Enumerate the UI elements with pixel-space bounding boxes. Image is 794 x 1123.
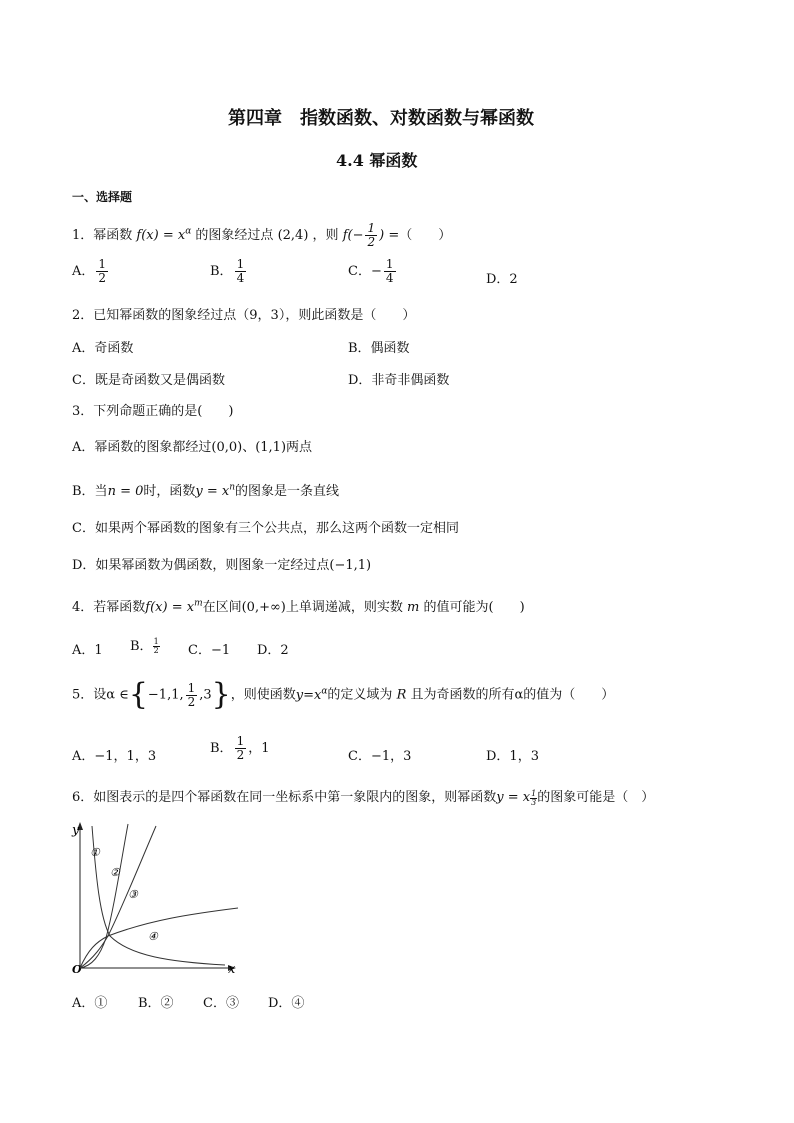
question-3: 3．下列命题正确的是( ) xyxy=(72,404,234,419)
x-axis-label: x xyxy=(228,962,236,977)
power-function-graph xyxy=(70,818,250,978)
q1-eval: f(− $\frac{1}{2}$ ) xyxy=(342,221,385,249)
question-6: 6．如图表示的是四个幂函数在同一坐标系中第一象限内的图象，则幂函数y = x $^{\frac{1}{3}}$ 的图象可能是（ ） xyxy=(72,788,655,807)
q4-option-a[interactable]: A．1 xyxy=(72,643,103,658)
q2-option-a[interactable]: A．奇函数 xyxy=(72,341,134,356)
section-label: 一、选择题 xyxy=(72,190,133,204)
question-2: 2．已知幂函数的图象经过点（9，3），则此函数是（ ） xyxy=(72,308,416,323)
y-axis-label: y xyxy=(72,823,80,838)
q4-frac-b: $\frac{1}{2}$ xyxy=(153,637,159,655)
q1-point: (2,4) xyxy=(277,228,309,243)
q5-option-a[interactable]: A．−1，1，3 xyxy=(72,749,157,764)
curve-label-3: ③ xyxy=(128,888,138,901)
q4-option-b[interactable]: B． $\frac{1}{2}$ xyxy=(130,637,159,655)
question-4: 4．若幂函数$f(x) = x^m$在区间(0,+∞)上单调递减，则实数 m 的值可能为( ) xyxy=(72,598,525,615)
q1-tail: =（ ） xyxy=(388,228,452,243)
q1-option-d[interactable]: D．2 xyxy=(486,272,518,287)
chapter-title: 第四章 指数函数、对数函数与幂函数 xyxy=(228,108,534,129)
q3-option-b[interactable]: B．当n = 0时，函数$y = x^n$的图象是一条直线 xyxy=(72,482,340,499)
q1-option-a[interactable]: A． $\frac{1}{2}$ xyxy=(72,257,107,285)
q1-function: $f(x) = x^\alpha$ xyxy=(136,226,192,243)
section-title: 4.4 幂函数 xyxy=(336,151,418,170)
q6-option-b[interactable]: B．② xyxy=(138,996,174,1011)
curve-label-4: ④ xyxy=(148,930,158,943)
q5-option-c[interactable]: C．−1，3 xyxy=(348,749,412,764)
q2-option-d[interactable]: D．非奇非偶函数 xyxy=(348,373,450,388)
q1-frac-b: $\frac{1}{4}$ xyxy=(236,257,245,285)
q4-option-d[interactable]: D．2 xyxy=(257,643,289,658)
question-1 xyxy=(72,222,451,249)
q3-option-c[interactable]: C．如果两个幂函数的图象有三个公共点，那么这两个函数一定相同 xyxy=(72,521,459,536)
q6-option-d[interactable]: D．④ xyxy=(268,996,305,1011)
q3-option-d[interactable]: D．如果幂函数为偶函数，则图象一定经过点(−1,1) xyxy=(72,558,372,573)
q5-option-b[interactable]: B． $\frac{1}{2}$ ，1 xyxy=(210,734,270,762)
curve-4 xyxy=(80,908,238,968)
q6-option-a[interactable]: A．① xyxy=(72,996,108,1011)
q1-mid1: 的图象经过点 xyxy=(195,228,274,243)
q6-option-c[interactable]: C．③ xyxy=(203,996,239,1011)
q5-option-d[interactable]: D．1，3 xyxy=(486,749,539,764)
q1-prefix: 1．幂函数 xyxy=(72,228,133,243)
curve-label-1: ① xyxy=(90,846,100,859)
q1-frac-a: $\frac{1}{2}$ xyxy=(98,257,107,285)
q3-option-a[interactable]: A．幂函数的图象都经过(0,0)、(1,1)两点 xyxy=(72,440,313,455)
curve-label-2: ② xyxy=(110,866,120,879)
curve-1 xyxy=(92,826,225,965)
curve-2 xyxy=(80,824,128,968)
q4-option-c[interactable]: C．−1 xyxy=(188,643,231,658)
q1-frac-c: $\frac{1}{4}$ xyxy=(385,257,394,285)
q1-mid2: ，则 xyxy=(312,228,339,243)
q2-option-b[interactable]: B．偶函数 xyxy=(348,341,410,356)
origin-label: O xyxy=(72,963,82,976)
q1-option-c[interactable]: C．− $\frac{1}{4}$ xyxy=(348,257,394,285)
question-5: 5．设α ∈{−1,1, $\frac{1}{2}$ ,3}，则使函数$y=x^\alpha$的定义域为 R 且为奇函数的所有α的值为（ ） xyxy=(72,677,615,712)
q2-option-c[interactable]: C．既是奇函数又是偶函数 xyxy=(72,373,225,388)
q1-option-b[interactable]: B． $\frac{1}{4}$ xyxy=(210,257,245,285)
